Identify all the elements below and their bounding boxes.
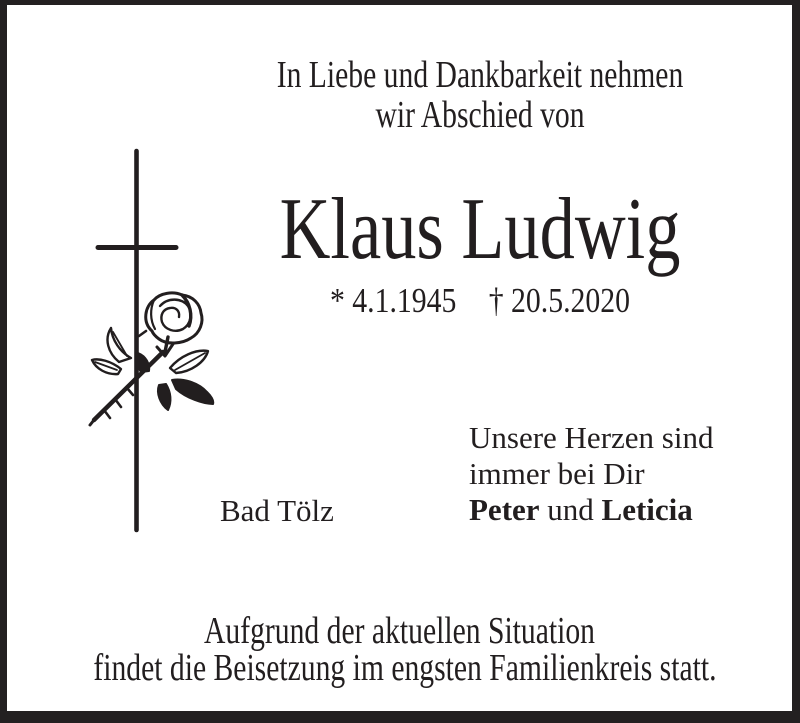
mourner-first: Peter xyxy=(469,492,540,527)
condolence-line-2: immer bei Dir xyxy=(469,456,645,491)
mourners-line xyxy=(469,492,713,528)
place-name: Bad Tölz xyxy=(220,493,334,528)
condolence-block xyxy=(469,420,713,528)
death-date: † 20.5.2020 xyxy=(488,281,631,320)
deceased-name: Klaus Ludwig xyxy=(279,181,681,278)
mourner-second: Leticia xyxy=(601,492,693,527)
footer-note xyxy=(93,610,717,689)
intro-line-2: wir Abschied von xyxy=(375,94,585,136)
footer-line-1: Aufgrund der aktuellen Situation xyxy=(204,610,595,652)
intro-text xyxy=(199,55,761,135)
footer-line-2: findet die Beisetzung im engsten Familienkreis statt. xyxy=(93,647,717,689)
life-dates xyxy=(174,282,786,319)
intro-line-1: In Liebe und Dankbarkeit nehmen xyxy=(276,54,684,96)
condolence-line-1: Unsere Herzen sind xyxy=(469,420,714,455)
mourner-conjunction: und xyxy=(539,492,602,527)
birth-date: * 4.1.1945 xyxy=(329,281,457,320)
